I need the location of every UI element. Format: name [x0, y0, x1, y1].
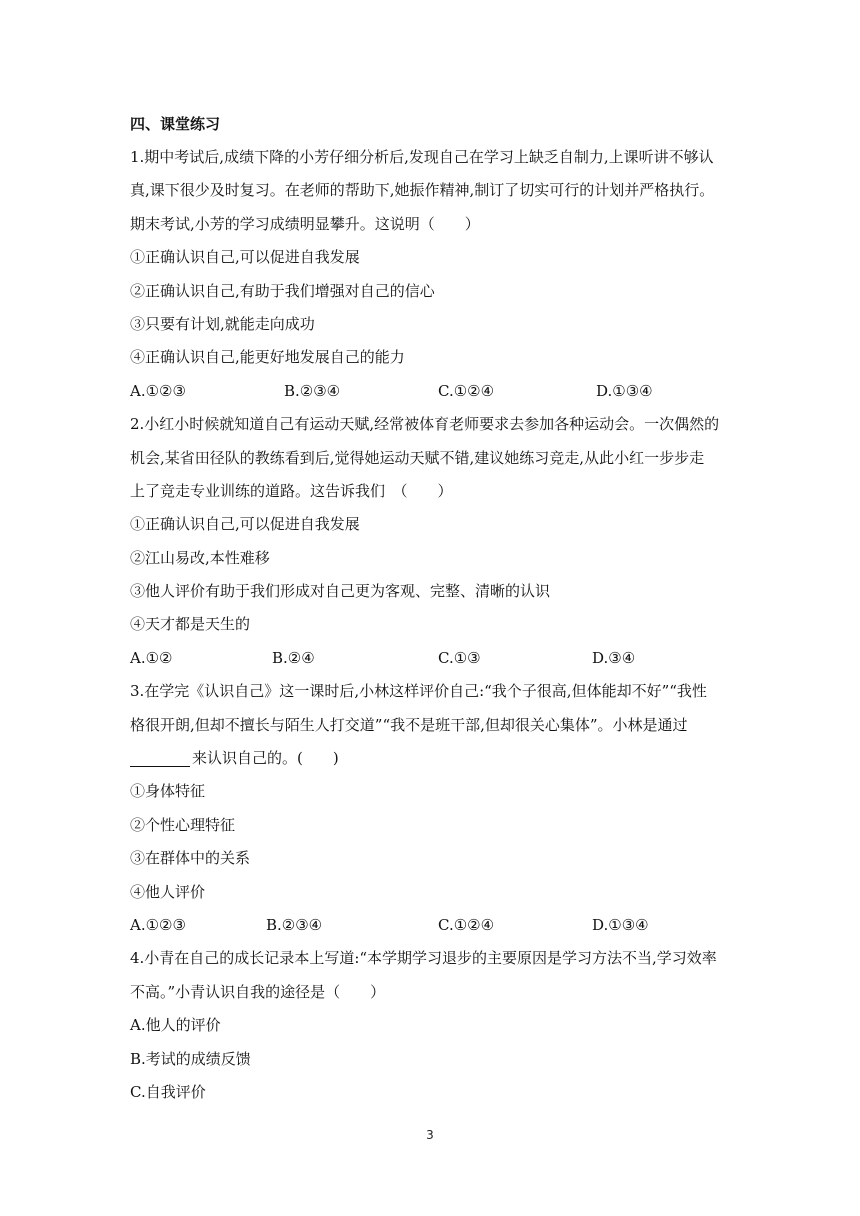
- question-2: [130, 408, 742, 675]
- question-stem-line-with-blank: [130, 742, 742, 775]
- option-a: A.①②: [130, 648, 173, 667]
- question-3: [130, 675, 742, 942]
- answer-options: [130, 375, 742, 408]
- statement-item: ①正确认识自己,可以促进自我发展: [130, 515, 360, 534]
- statement-item: ④天才都是天生的: [130, 615, 251, 634]
- statement-item: ④他人评价: [130, 882, 206, 901]
- question-stem-line: 4.小青在自己的成长记录本上写道:“本学期学习退步的主要原因是学习方法不当,学习效率: [130, 949, 717, 968]
- answer-options: [130, 909, 742, 942]
- statement-item: ①正确认识自己,可以促进自我发展: [130, 248, 360, 267]
- option-d: D.①③④: [596, 381, 653, 400]
- question-stem-line: 1.期中考试后,成绩下降的小芳仔细分析后,发现自己在学习上缺乏自制力,上课听讲不够认: [130, 148, 714, 166]
- page-content: [130, 108, 742, 1109]
- question-stem-line: 格很开朗,但却不擅长与陌生人打交道”“我不是班干部,但却很关心集体”。小林是通过: [130, 715, 688, 734]
- statement-item: ③在群体中的关系: [130, 849, 251, 868]
- question-stem-line: 3.在学完《认识自己》这一课时后,小林这样评价自己:“我个子很高,但体能却不好”“我性: [130, 682, 707, 701]
- option-b: B.②③④: [284, 381, 341, 400]
- statement-item: ②江山易改,本性难移: [130, 548, 270, 567]
- statement-item: ①身体特征: [130, 782, 206, 801]
- option-d: D.③④: [592, 648, 636, 667]
- question-stem-line: 上了竞走专业训练的道路。这告诉我们 （ ）: [130, 481, 453, 500]
- option-c: C.①②④: [438, 381, 495, 400]
- answer-choice: C.自我评价: [130, 1082, 206, 1101]
- question-stem-line: 真,课下很少及时复习。在老师的帮助下,她振作精神,制订了切实可行的计划并严格执行。: [130, 181, 715, 200]
- statement-item: ②正确认识自己,有助于我们增强对自己的信心: [130, 281, 435, 300]
- statement-item: ③只要有计划,就能走向成功: [130, 314, 315, 333]
- option-b: B.②④: [272, 648, 315, 667]
- page-number: 3: [426, 1128, 434, 1142]
- question-stem-line: 期末考试,小芳的学习成绩明显攀升。这说明（ ）: [130, 214, 480, 233]
- option-c: C.①②④: [438, 915, 495, 934]
- answer-options: [130, 642, 742, 675]
- question-1: [130, 141, 742, 408]
- statement-item: ②个性心理特征: [130, 815, 236, 834]
- answer-choice: A.他人的评价: [130, 1016, 221, 1035]
- blank-suffix: 来认识自己的。( ): [192, 749, 339, 768]
- question-stem-line: 机会,某省田径队的教练看到后,觉得她运动天赋不错,建议她练习竞走,从此小红一步步走: [130, 448, 705, 467]
- question-stem-line: 2.小红小时候就知道自己有运动天赋,经常被体育老师要求去参加各种运动会。一次偶然的: [130, 415, 720, 434]
- option-a: A.①②③: [130, 915, 186, 934]
- question-4: [130, 942, 742, 1109]
- option-a: A.①②③: [130, 381, 186, 400]
- option-d: D.①③④: [592, 915, 649, 934]
- statement-item: ③他人评价有助于我们形成对自己更为客观、完整、清晰的认识: [130, 582, 551, 601]
- fill-in-blank: [130, 765, 190, 767]
- option-b: B.②③④: [266, 915, 323, 934]
- question-stem-line: 不高。”小青认识自我的途径是（ ）: [130, 982, 386, 1001]
- statement-item: ④正确认识自己,能更好地发展自己的能力: [130, 348, 405, 367]
- section-title: 四、课堂练习: [130, 115, 221, 133]
- answer-choice: B.考试的成绩反馈: [130, 1049, 251, 1068]
- option-c: C.①③: [438, 648, 481, 667]
